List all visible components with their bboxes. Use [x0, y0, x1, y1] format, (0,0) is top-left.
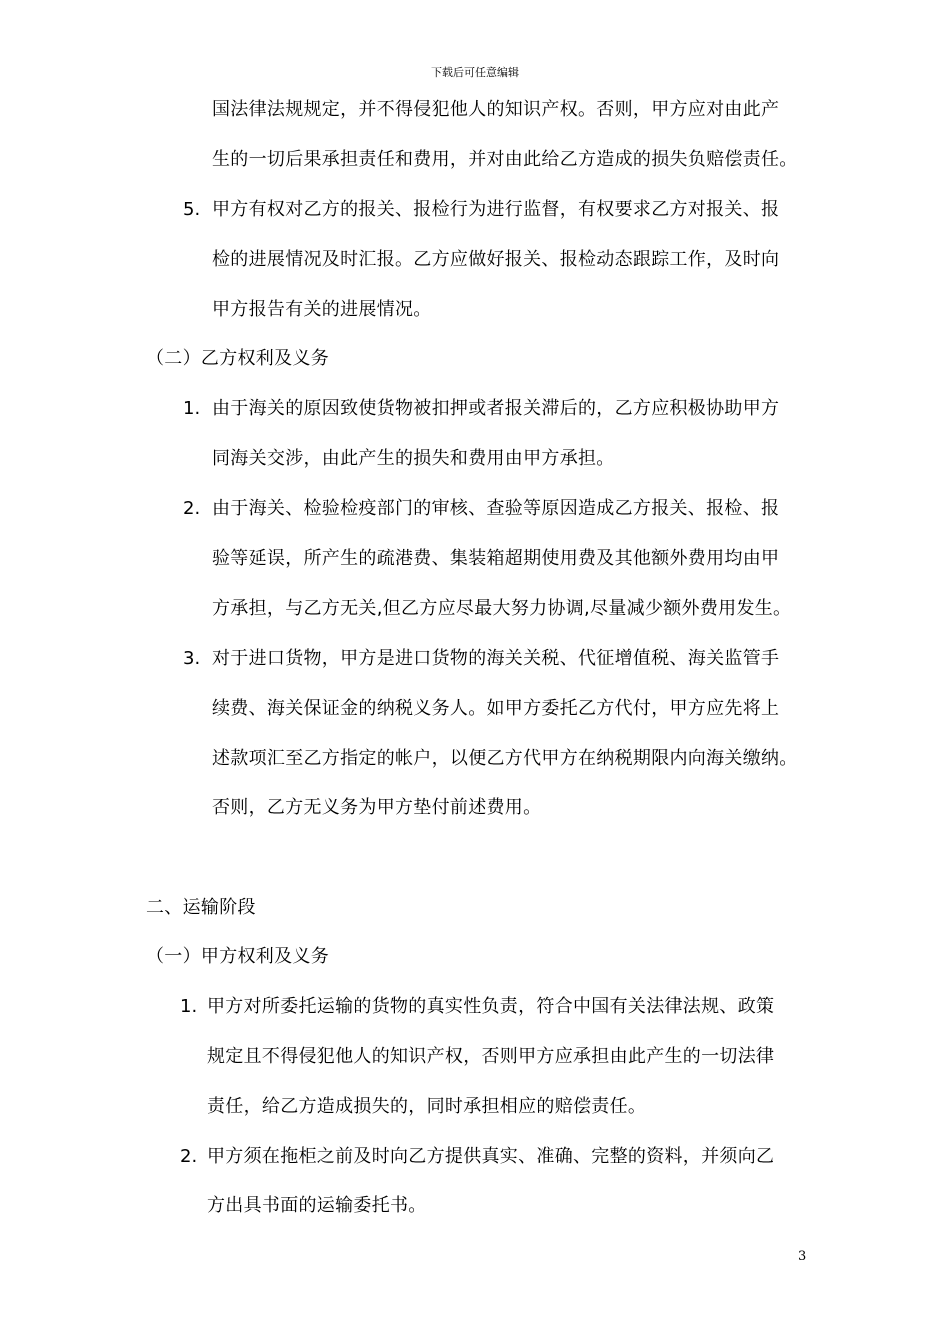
body-line: 规定且不得侵犯他人的知识产权，否则甲方应承担由此产生的一切法律: [207, 1046, 775, 1067]
item-number: 2.: [183, 498, 201, 519]
body-line: 方出具书面的运输委托书。: [207, 1195, 427, 1216]
body-line: 甲方有权对乙方的报关、报检行为进行监督，有权要求乙方对报关、报: [212, 199, 780, 220]
section-heading: （一）甲方权利及义务: [146, 946, 329, 967]
body-line: 方承担，与乙方无关,但乙方应尽最大努力协调,尽量减少额外费用发生。: [212, 598, 792, 619]
body-line: 生的一切后果承担责任和费用，并对由此给乙方造成的损失负赔偿责任。: [212, 149, 798, 170]
body-line: 验等延误，所产生的疏港费、集装箱超期使用费及其他额外费用均由甲: [212, 548, 780, 569]
body-line: 甲方对所委托运输的货物的真实性负责，符合中国有关法律法规、政策: [207, 996, 775, 1017]
body-line: 甲方须在拖柜之前及时向乙方提供真实、准确、完整的资料，并须向乙: [207, 1146, 775, 1167]
item-number: 1.: [183, 398, 201, 419]
section-heading: （二）乙方权利及义务: [146, 348, 329, 369]
page-number: 3: [798, 1249, 807, 1264]
body-line: 否则，乙方无义务为甲方垫付前述费用。: [212, 797, 542, 818]
body-line: 对于进口货物，甲方是进口货物的海关关税、代征增值税、海关监管手: [212, 648, 780, 669]
body-line: 国法律法规规定，并不得侵犯他人的知识产权。否则，甲方应对由此产: [212, 99, 780, 120]
body-line: 责任，给乙方造成损失的，同时承担相应的赔偿责任。: [207, 1096, 647, 1117]
body-line: 由于海关的原因致使货物被扣押或者报关滞后的，乙方应积极协助甲方: [212, 398, 780, 419]
body-line: 由于海关、检验检疫部门的审核、查验等原因造成乙方报关、报检、报: [212, 498, 780, 519]
item-number: 5.: [183, 199, 201, 220]
item-number: 3.: [183, 648, 201, 669]
body-line: 甲方报告有关的进展情况。: [212, 299, 432, 320]
item-number: 1.: [180, 996, 198, 1017]
body-line: 述款项汇至乙方指定的帐户，以便乙方代甲方在纳税期限内向海关缴纳。: [212, 748, 798, 769]
chapter-heading: 二、运输阶段: [146, 897, 256, 918]
body-line: 检的进展情况及时汇报。乙方应做好报关、报检动态跟踪工作，及时向: [212, 249, 780, 270]
body-line: 续费、海关保证金的纳税义务人。如甲方委托乙方代付，甲方应先将上: [212, 698, 780, 719]
item-number: 2.: [180, 1146, 198, 1167]
body-line: 同海关交涉，由此产生的损失和费用由甲方承担。: [212, 448, 615, 469]
page-header: 下载后可任意编辑: [431, 66, 519, 79]
